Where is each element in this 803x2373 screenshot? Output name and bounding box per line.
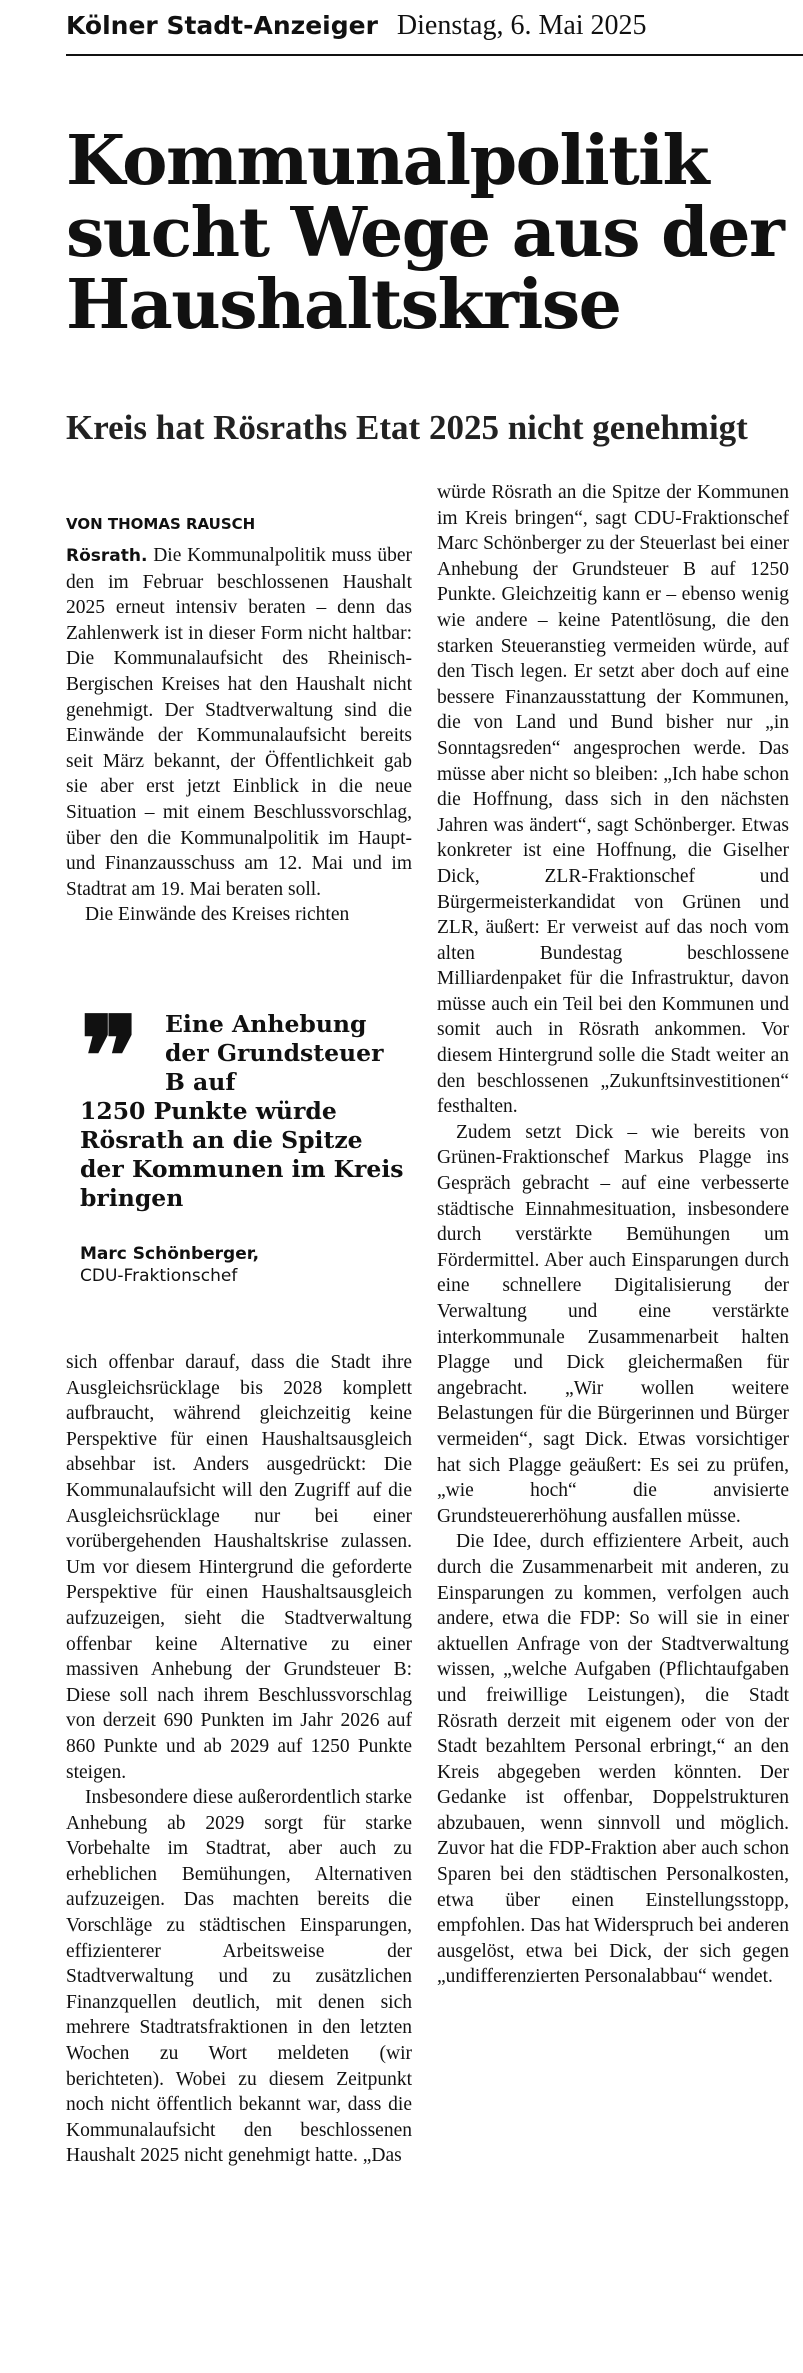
dateline: Rösrath.	[66, 546, 148, 566]
column-2	[437, 480, 789, 1990]
paragraph-2-start: Die Einwände des Kreises richten	[85, 904, 350, 926]
column-1-top	[66, 515, 412, 928]
quote-author-role: CDU-Fraktionschef	[80, 1266, 238, 1286]
paragraph-1: Rösrath. Die Kommunalpolitik muss über den im Februar beschlossenen Haushalt 2025 erneut intensiv beraten – denn das Zahlenwerk ist in dieser Form nicht haltbar: Die Kommunalaufsicht des Rheinisch-Bergischen Kreises hat den Haushalt nicht genehmigt. Der Stadtverwaltung sind die Einwände der Kommunalaufsicht bereits seit März bekannt, der Öffentlichkeit gab sie aber erst jetzt Einblick in die neue Situation – mit einem Beschlussvorschlag, über den die Kommunalpolitik im Haupt- und Finanzausschuss am 12. Mai und im Stadtrat am 19. Mai beraten soll.	[66, 545, 412, 900]
newspaper-name: Kölner Stadt-Anzeiger	[66, 11, 378, 40]
masthead	[66, 10, 647, 42]
quote-author: Marc Schönberger,	[80, 1244, 260, 1264]
article-subheadline: Kreis hat Rösraths Etat 2025 nicht genehmigt	[66, 408, 748, 447]
paragraph-2-continued: sich offenbar darauf, dass die Stadt ihre Ausgleichsrücklage bis 2028 komplett aufbraucht, während gleichzeitig keine Perspektive für einen Haushaltsausgleich absehbar ist. Anders ausgedrückt: Die Kommunalaufsicht will den Zugriff auf die Ausgleichsrücklage nur bei einer vorübergehenden Haushaltskrise zulassen. Um vor diesem Hintergrund die geforderte Perspektive für einen Haushaltsausgleich aufzuzeigen, sieht die Stadtverwaltung offenbar keine Alternative zu einer massiven Anhebung der Grundsteuer B: Diese soll nach ihrem Beschlussvorschlag von derzeit 690 Punkten im Jahr 2026 auf 860 Punkte und ab 2029 auf 1250 Punkte steigen.	[66, 1352, 412, 1783]
paragraph-3-continued: würde Rösrath an die Spitze der Kommunen im Kreis bringen“, sagt CDU-Fraktionschef Marc Schönberger zu der Steuerlast bei einer Anhebung der Grundsteuer B auf 1250 Punkte. Gleichzeitig kann er – ebenso wenig wie andere – keine Patentlösung, die den starken Steueranstieg vermeiden würde, auf den Tisch legen. Er setzt aber doch auf eine bessere Finanzausstattung der Kommunen, die von Land und Bund bisher nur „in Sonntagsreden“ angesprochen werde. Das müsse aber nicht so bleiben: „Ich habe schon die Hoffnung, dass sich in den nächsten Jahren was ändert“, sagt Schönberger. Etwas konkreter ist eine Hoffnung, die Giselher Dick, ZLR-Fraktionschef und Bürgermeisterkandidat von Grünen und ZLR, äußert: Er verweist auf das noch vom alten Bundestag beschlossene Milliardenpaket für die Infrastruktur, davon müsse auch ein Teil bei den Kommunen und somit auch in Rösrath ankommen. Vor diesem Hintergrund solle die Stadt weiter an den beschlossenen „Zukunftsinvestitionen“ festhalten.	[437, 482, 789, 1118]
quote-text: Eine Anhebung der Grundsteuer B auf 1250 Punkte würde Rösrath an die Spitze der Kommunen im Kreis bringen	[80, 1010, 404, 1212]
quotation-mark-icon: ❞	[80, 992, 140, 1121]
pull-quote	[80, 992, 410, 1287]
paragraph-4: Zudem setzt Dick – wie bereits von Grünen-Fraktionschef Markus Plagge ins Gespräch gebracht – auf eine verbesserte städtische Einnahmesituation, insbesondere durch verstärkte Bemühungen um Fördermittel. Aber auch Einsparungen durch eine schnellere Digitalisierung der Verwaltung und eine verstärkte interkommunale Zusammenarbeit halten Plagge und Dick gleichermaßen für angebracht. „Wir wollen weitere Belastungen für die Bürgerinnen und Bürger vermeiden“, sagt Dick. Etwas vorsichtiger hat sich Plagge geäußert: Es sei zu prüfen, „wie hoch“ die anvisierte Grundsteuererhöhung ausfallen müsse.	[437, 1121, 789, 1527]
paragraph-5: Die Idee, durch effizientere Arbeit, auch durch die Zusammenarbeit mit anderen, zu Einsparungen zu kommen, verfolgen auch andere, etwa die FDP: So will sie in einer aktuellen Anfrage von der Stadtverwaltung wissen, „welche Aufgaben (Pflichtaufgaben und freiwillige Leistungen), die Stadt Rösrath derzeit mit eigenem oder von der Stadt bezahltem Personal erbringt,“ an den Kreis abgegeben werden könnten. Der Gedanke ist offenbar, Doppelstrukturen abzubauen, wenn sinnvoll und möglich. Zuvor hat die FDP-Fraktion aber auch schon Sparen bei den städtischen Personalkosten, etwa über einen Einstellungsstopp, empfohlen. Das hat Widerspruch bei anderen ausgelöst, etwa bei Dick, der sich gegen „undifferenzierten Personalabbau“ wendet.	[437, 1531, 789, 1988]
article-headline: Kommunalpolitik sucht Wege aus der Haushaltskrise	[66, 121, 784, 345]
publication-date: Dienstag, 6. Mai 2025	[396, 10, 647, 41]
header-divider	[66, 54, 803, 56]
paragraph-3: Insbesondere diese außerordentlich starke Anhebung ab 2029 sorgt für starke Vorbehalte im Stadtrat, aber auch zu erheblichen Bemühungen, Alternativen aufzuzeigen. Das machten bereits die Vorschläge zu städtischen Einsparungen, effizienterer Arbeitsweise der Stadtverwaltung und zu zusätzlichen Finanzquellen deutlich, mit denen sich mehrere Stadtratsfraktionen in den letzten Wochen zu Wort meldeten (wir berichteten). Wobei zu diesem Zeitpunkt noch nicht öffentlich bekannt war, dass die Kommunalaufsicht den beschlossenen Haushalt 2025 nicht genehmigt hatte. „Das	[66, 1787, 412, 2167]
column-1-bottom	[66, 1350, 412, 2169]
byline: VON THOMAS RAUSCH	[66, 515, 256, 533]
